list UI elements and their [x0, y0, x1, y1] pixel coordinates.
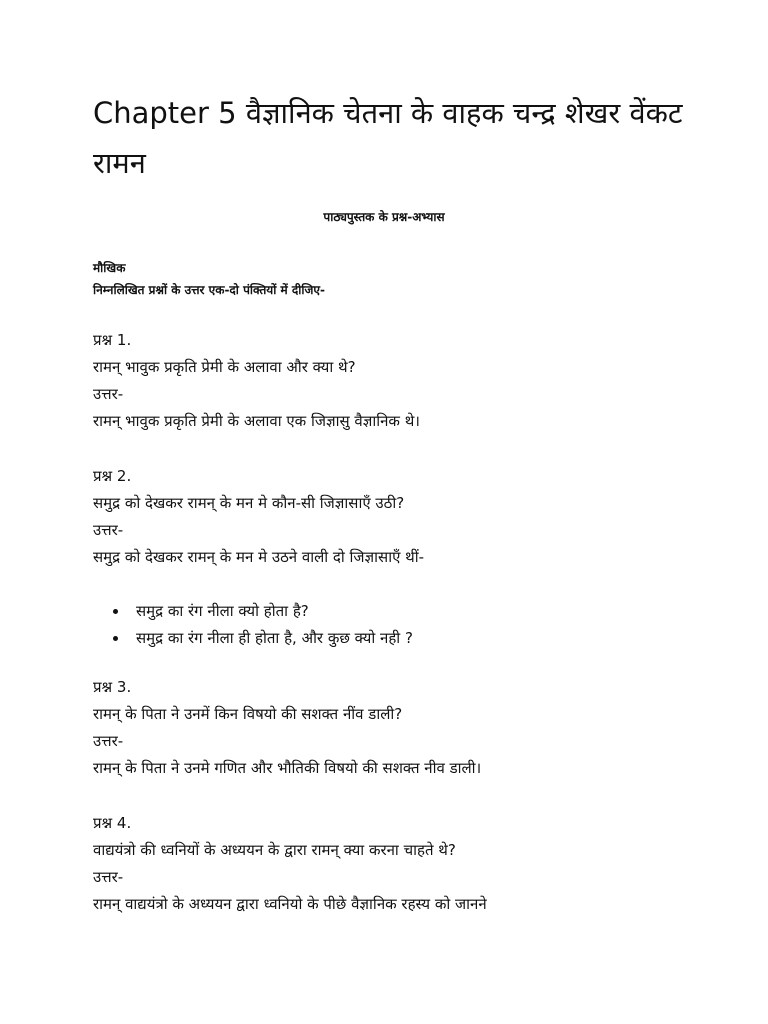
- bullet-text: समुद्र का रंग नीला ही होता है, और कुछ क्यो नही ?: [136, 629, 413, 647]
- answer-3-label: उत्तर-: [93, 732, 124, 750]
- bullet-item: [113, 625, 413, 652]
- bullet-dot-icon: [113, 609, 118, 614]
- section-heading: मौखिक: [93, 261, 126, 275]
- answer-1-label: उत्तर-: [93, 385, 124, 403]
- question-3-label: प्रश्न 3.: [93, 678, 132, 696]
- answer-3-text: रामन् के पिता ने उनमे गणित और भौतिकी विषयो की सशक्त नीव डाली।: [93, 759, 482, 777]
- answer-4-text: रामन् वाद्ययंत्रो के अध्ययन द्वारा ध्वनियो के पीछे वैज्ञानिक रहस्य को जानने: [93, 895, 487, 913]
- question-2-text: समुद्र को देखकर रामन् के मन मे कौन-सी जिज्ञासाएँ उठी?: [93, 494, 405, 512]
- answer-2-bullet-list: [113, 598, 413, 652]
- instruction-text: निम्नलिखित प्रश्नों के उत्तर एक-दो पंक्तियों में दीजिए-: [93, 283, 325, 297]
- question-1-text: रामन् भावुक प्रकृति प्रेमी के अलावा और क्या थे?: [93, 358, 356, 376]
- page-subtitle: पाठ्यपुस्तक के प्रश्न-अभ्यास: [323, 210, 445, 224]
- page-title: Chapter 5 वैज्ञानिक चेतना के वाहक चन्द्र शेखर वेंकट रामन: [93, 96, 683, 180]
- bullet-dot-icon: [113, 636, 118, 641]
- question-1-label: प्रश्न 1.: [93, 331, 132, 349]
- bullet-item: [113, 598, 413, 625]
- answer-4-label: उत्तर-: [93, 868, 124, 886]
- answer-2-text: समुद्र को देखकर रामन् के मन मे उठने वाली दो जिज्ञासाएँ थीं-: [93, 548, 425, 566]
- question-4-text: वाद्ययंत्रो की ध्वनियों के अध्ययन के द्वारा रामन् क्या करना चाहते थे?: [93, 841, 456, 859]
- question-2-label: प्रश्न 2.: [93, 467, 132, 485]
- bullet-text: समुद्र का रंग नीला क्यो होता है?: [136, 602, 309, 620]
- answer-2-label: उत्तर-: [93, 521, 124, 539]
- question-4-label: प्रश्न 4.: [93, 814, 132, 832]
- question-3-text: रामन् के पिता ने उनमें किन विषयो की सशक्त नींव डाली?: [93, 705, 403, 723]
- answer-1-text: रामन् भावुक प्रकृति प्रेमी के अलावा एक जिज्ञासु वैज्ञानिक थे।: [93, 412, 420, 430]
